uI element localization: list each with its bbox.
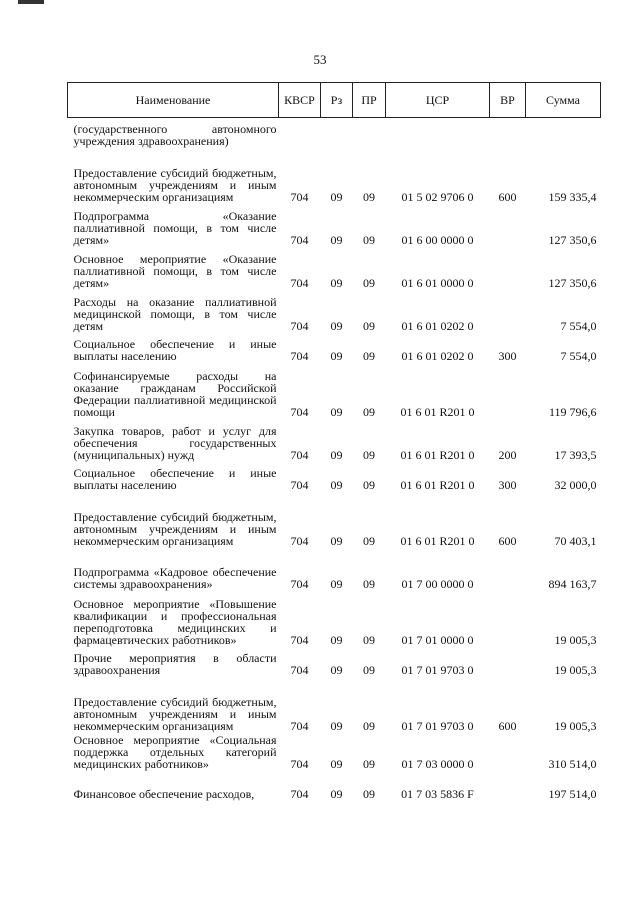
row-rz: 09	[330, 718, 343, 733]
row-name: Софинансируемые расходы на оказание гражданам Российской Федерации паллиативной медицинской помощи	[73, 368, 277, 419]
row-sum: 19 005,3	[554, 632, 597, 647]
row-name: Предоставление субсидий бюджетным, автономным учреждениям и иным некоммерческим организациям	[73, 165, 277, 204]
budget-table	[67, 82, 601, 802]
row-rz: 09	[330, 786, 343, 801]
row-pr	[353, 118, 386, 149]
row-csr: 01 6 01 R201 0	[400, 533, 475, 548]
table-row	[68, 149, 601, 205]
row-kvsr	[279, 118, 321, 149]
row-csr: 01 7 03 5836 F	[401, 786, 474, 801]
row-sum: 127 350,6	[548, 275, 597, 290]
header-csr: ЦСР	[386, 83, 490, 118]
header-name: Наименование	[68, 83, 279, 118]
row-pr: 09	[363, 718, 375, 733]
row-vr	[490, 549, 526, 592]
row-kvsr: 704	[290, 756, 309, 771]
row-rz: 09	[330, 576, 343, 591]
table-row	[68, 334, 601, 364]
row-kvsr: 704	[290, 318, 309, 333]
row-vr: 300	[498, 348, 517, 363]
row-pr: 09	[363, 232, 375, 247]
table-row	[68, 248, 601, 291]
row-vr	[490, 118, 526, 149]
row-rz: 09	[330, 318, 343, 333]
row-vr	[490, 734, 526, 772]
row-rz: 09	[330, 189, 343, 204]
row-kvsr: 704	[290, 786, 309, 801]
row-kvsr: 704	[290, 447, 309, 462]
row-name: Закупка товаров, работ и услуг для обеспечения государственных (муниципальных) нужд	[73, 423, 277, 462]
header-vr: ВР	[490, 83, 526, 118]
table-row	[68, 463, 601, 493]
row-pr: 09	[363, 348, 375, 363]
row-kvsr: 704	[290, 718, 309, 733]
row-pr: 09	[363, 756, 375, 771]
row-csr: 01 5 02 9706 0	[401, 189, 474, 204]
header-sum: Сумма	[526, 83, 601, 118]
row-kvsr: 704	[290, 662, 309, 677]
row-pr: 09	[363, 189, 375, 204]
row-rz: 09	[330, 533, 343, 548]
row-name: Социальное обеспечение и иные выплаты населению	[73, 336, 277, 363]
row-csr: 01 6 00 0000 0	[401, 232, 474, 247]
table-row	[68, 549, 601, 592]
row-sum: 17 393,5	[554, 447, 597, 462]
row-kvsr: 704	[290, 189, 309, 204]
table-body	[68, 118, 601, 802]
row-rz	[321, 118, 353, 149]
row-vr	[490, 772, 526, 802]
row-pr: 09	[363, 318, 375, 333]
table-row	[68, 734, 601, 772]
table-row	[68, 493, 601, 549]
row-rz: 09	[330, 477, 343, 492]
row-sum	[526, 118, 601, 149]
row-sum: 70 403,1	[554, 533, 597, 548]
header-row	[68, 83, 601, 118]
row-name: Расходы на оказание паллиативной медицинской помощи, в том числе детям	[73, 294, 277, 333]
table-row	[68, 420, 601, 463]
row-sum: 19 005,3	[554, 718, 597, 733]
table-row	[68, 364, 601, 420]
row-vr: 300	[498, 477, 517, 492]
row-kvsr: 704	[290, 348, 309, 363]
row-csr: 01 6 01 0202 0	[401, 318, 474, 333]
row-name: (государственного автономного учреждения здравоохранения)	[73, 121, 277, 148]
row-pr: 09	[363, 404, 375, 419]
row-kvsr: 704	[290, 576, 309, 591]
row-kvsr: 704	[290, 477, 309, 492]
row-kvsr: 704	[290, 275, 309, 290]
row-pr: 09	[363, 786, 375, 801]
row-sum: 119 796,6	[548, 404, 597, 419]
row-csr: 01 7 01 9703 0	[401, 662, 474, 677]
row-vr	[490, 205, 526, 248]
row-rz: 09	[330, 275, 343, 290]
row-sum: 197 514,0	[548, 786, 597, 801]
row-sum: 127 350,6	[548, 232, 597, 247]
row-name: Финансовое обеспечение расходов,	[73, 786, 255, 801]
row-name: Подпрограмма «Кадровое обеспечение системы здравоохранения»	[73, 564, 277, 591]
row-kvsr: 704	[290, 404, 309, 419]
row-name: Основное мероприятие «Социальная поддержка отдельных категорий медицинских работников»	[73, 732, 277, 771]
row-csr: 01 6 01 0202 0	[401, 348, 474, 363]
row-vr: 600	[498, 718, 517, 733]
row-kvsr: 704	[290, 533, 309, 548]
row-vr	[490, 291, 526, 334]
row-name: Предоставление субсидий бюджетным, автономным учреждениям и иным некоммерческим организациям	[73, 509, 277, 548]
row-csr: 01 7 01 0000 0	[401, 632, 474, 647]
row-csr: 01 6 01 R201 0	[400, 477, 475, 492]
row-pr: 09	[363, 275, 375, 290]
row-pr: 09	[363, 533, 375, 548]
page-number: 53	[313, 52, 327, 67]
row-sum: 32 000,0	[554, 477, 597, 492]
row-sum: 159 335,4	[548, 189, 597, 204]
row-pr: 09	[363, 632, 375, 647]
row-rz: 09	[330, 447, 343, 462]
row-name: Предоставление субсидий бюджетным, автономным учреждениям и иным некоммерческим организациям	[73, 694, 277, 733]
row-name: Основное мероприятие «Повышение квалификации и профессиональная переподготовка медицинских и фармацевтических работников»	[73, 596, 277, 647]
row-kvsr: 704	[290, 632, 309, 647]
row-csr: 01 7 01 9703 0	[401, 718, 474, 733]
row-csr	[386, 118, 490, 149]
row-vr	[490, 364, 526, 420]
table-row	[68, 291, 601, 334]
table-row	[68, 118, 601, 149]
header-rz: Рз	[321, 83, 353, 118]
row-vr: 600	[498, 189, 517, 204]
row-rz: 09	[330, 232, 343, 247]
row-pr: 09	[363, 477, 375, 492]
row-csr: 01 6 01 0000 0	[401, 275, 474, 290]
row-rz: 09	[330, 756, 343, 771]
table-row	[68, 205, 601, 248]
row-csr: 01 6 01 R201 0	[400, 404, 475, 419]
row-sum: 894 163,7	[548, 576, 597, 591]
row-sum: 7 554,0	[560, 318, 597, 333]
row-vr: 200	[498, 447, 517, 462]
row-rz: 09	[330, 662, 343, 677]
row-pr: 09	[363, 576, 375, 591]
table-row	[68, 648, 601, 678]
row-rz: 09	[330, 632, 343, 647]
row-sum: 7 554,0	[560, 348, 597, 363]
row-rz: 09	[330, 404, 343, 419]
row-csr: 01 7 03 0000 0	[401, 756, 474, 771]
row-kvsr: 704	[290, 232, 309, 247]
row-name: Прочие мероприятия в области здравоохранения	[73, 650, 277, 677]
header-pr: ПР	[353, 83, 386, 118]
row-rz: 09	[330, 348, 343, 363]
row-vr	[490, 648, 526, 678]
row-sum: 310 514,0	[548, 756, 597, 771]
row-vr: 600	[498, 533, 517, 548]
header-kvsr: КВСР	[279, 83, 321, 118]
row-csr: 01 7 00 0000 0	[401, 576, 474, 591]
row-name: Основное мероприятие «Оказание паллиативной помощи, в том числе детям»	[73, 251, 277, 290]
table-row	[68, 592, 601, 648]
table-header	[68, 83, 601, 118]
row-vr	[490, 592, 526, 648]
row-name: Социальное обеспечение и иные выплаты населению	[73, 465, 277, 492]
table-row	[68, 772, 601, 802]
scan-corner-mark	[18, 0, 44, 4]
row-sum: 19 005,3	[554, 662, 597, 677]
table-row	[68, 678, 601, 734]
row-name: Подпрограмма «Оказание паллиативной помощи, в том числе детям»	[73, 208, 277, 247]
row-csr: 01 6 01 R201 0	[400, 447, 475, 462]
row-vr	[490, 248, 526, 291]
row-pr: 09	[363, 447, 375, 462]
row-pr: 09	[363, 662, 375, 677]
